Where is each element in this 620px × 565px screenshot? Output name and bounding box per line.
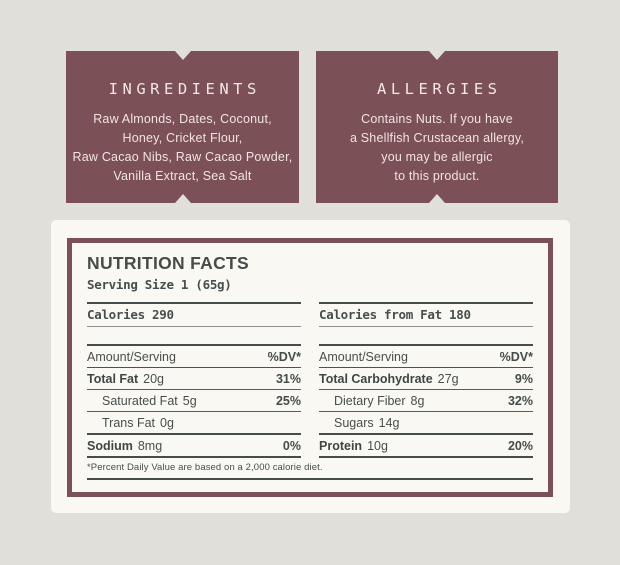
nutrient-name: Total Carbohydrate	[319, 371, 433, 386]
nutrient-name: Total Fat	[87, 371, 139, 386]
nutrient-dv: 31%	[275, 371, 301, 386]
column-spacer	[319, 327, 533, 344]
daily-value-footnote: *Percent Daily Value are based on a 2,000 calorie diet.	[87, 462, 533, 480]
nutrient-amount: 14g	[378, 415, 400, 430]
allergies-text: Contains Nuts. If you have a Shellfish Crustacean allergy, you may be allergic to this product.	[349, 112, 525, 183]
nutrient-amount: 8g	[410, 393, 425, 408]
nutrition-row-total-carbohydrate	[319, 368, 533, 390]
nutrition-title: NUTRITION FACTS	[87, 253, 249, 273]
nutrient-amount: 10g	[367, 438, 388, 453]
dv-header-label: %DV*	[499, 349, 533, 364]
notch-bottom	[175, 194, 191, 203]
calories-from-fat-block	[319, 302, 533, 327]
amount-serving-header	[87, 346, 301, 368]
nutrition-row-sodium	[87, 435, 301, 458]
nutrition-row-sugars	[319, 412, 533, 435]
nutrient-name: Sugars	[334, 415, 374, 430]
nutrient-amount: 27g	[437, 371, 459, 386]
amount-serving-header	[319, 346, 533, 368]
nutrition-columns	[87, 302, 533, 458]
nutrition-panel	[67, 238, 553, 497]
serving-size: Serving Size 1 (65g)	[87, 277, 232, 292]
nutrient-amount: 20g	[143, 371, 165, 386]
nutrient-name: Trans Fat	[102, 415, 156, 430]
calories-row: Calories 290	[87, 304, 301, 327]
nutrient-dv: 32%	[507, 393, 533, 408]
nutrition-card	[51, 220, 570, 513]
allergies-box	[316, 51, 558, 203]
nutrition-row-trans-fat	[87, 412, 301, 435]
nutrition-column-left	[87, 302, 301, 458]
notch-top	[429, 51, 445, 60]
nutrient-name: Dietary Fiber	[334, 393, 406, 408]
nutrient-dv: 9%	[514, 371, 533, 386]
nutrition-row-protein	[319, 435, 533, 458]
nutrient-name: Protein	[319, 438, 363, 453]
notch-bottom	[429, 194, 445, 203]
calories-block	[87, 302, 301, 327]
nutrient-amount: 8mg	[137, 438, 163, 453]
nutrition-column-right	[319, 302, 533, 458]
calories-from-fat-row: Calories from Fat 180	[319, 304, 533, 327]
nutrient-name: Saturated Fat	[102, 393, 178, 408]
ingredients-box	[66, 51, 299, 203]
nutrition-row-dietary-fiber	[319, 390, 533, 412]
ingredients-text: Raw Almonds, Dates, Coconut, Honey, Cricket Flour, Raw Cacao Nibs, Raw Cacao Powder, Vanilla Extract, Sea Salt	[72, 112, 293, 183]
allergies-title: ALLERGIES	[377, 80, 502, 98]
nutrient-name: Sodium	[87, 438, 133, 453]
dv-header-label: %DV*	[267, 349, 301, 364]
nutrition-row-saturated-fat	[87, 390, 301, 412]
amount-serving-label: Amount/Serving	[87, 349, 176, 364]
nutrition-row-total-fat	[87, 368, 301, 390]
nutrient-amount: 0g	[160, 415, 174, 430]
amount-serving-label: Amount/Serving	[319, 349, 408, 364]
nutrient-dv: 25%	[275, 393, 301, 408]
notch-top	[175, 51, 191, 60]
column-spacer	[87, 327, 301, 344]
nutrient-dv: 20%	[507, 438, 533, 453]
nutrient-amount: 5g	[182, 393, 197, 408]
nutrient-dv: 0%	[282, 438, 301, 453]
nutrient-table-right	[319, 344, 533, 458]
nutrient-table-left	[87, 344, 301, 458]
ingredients-title: INGREDIENTS	[108, 80, 261, 98]
